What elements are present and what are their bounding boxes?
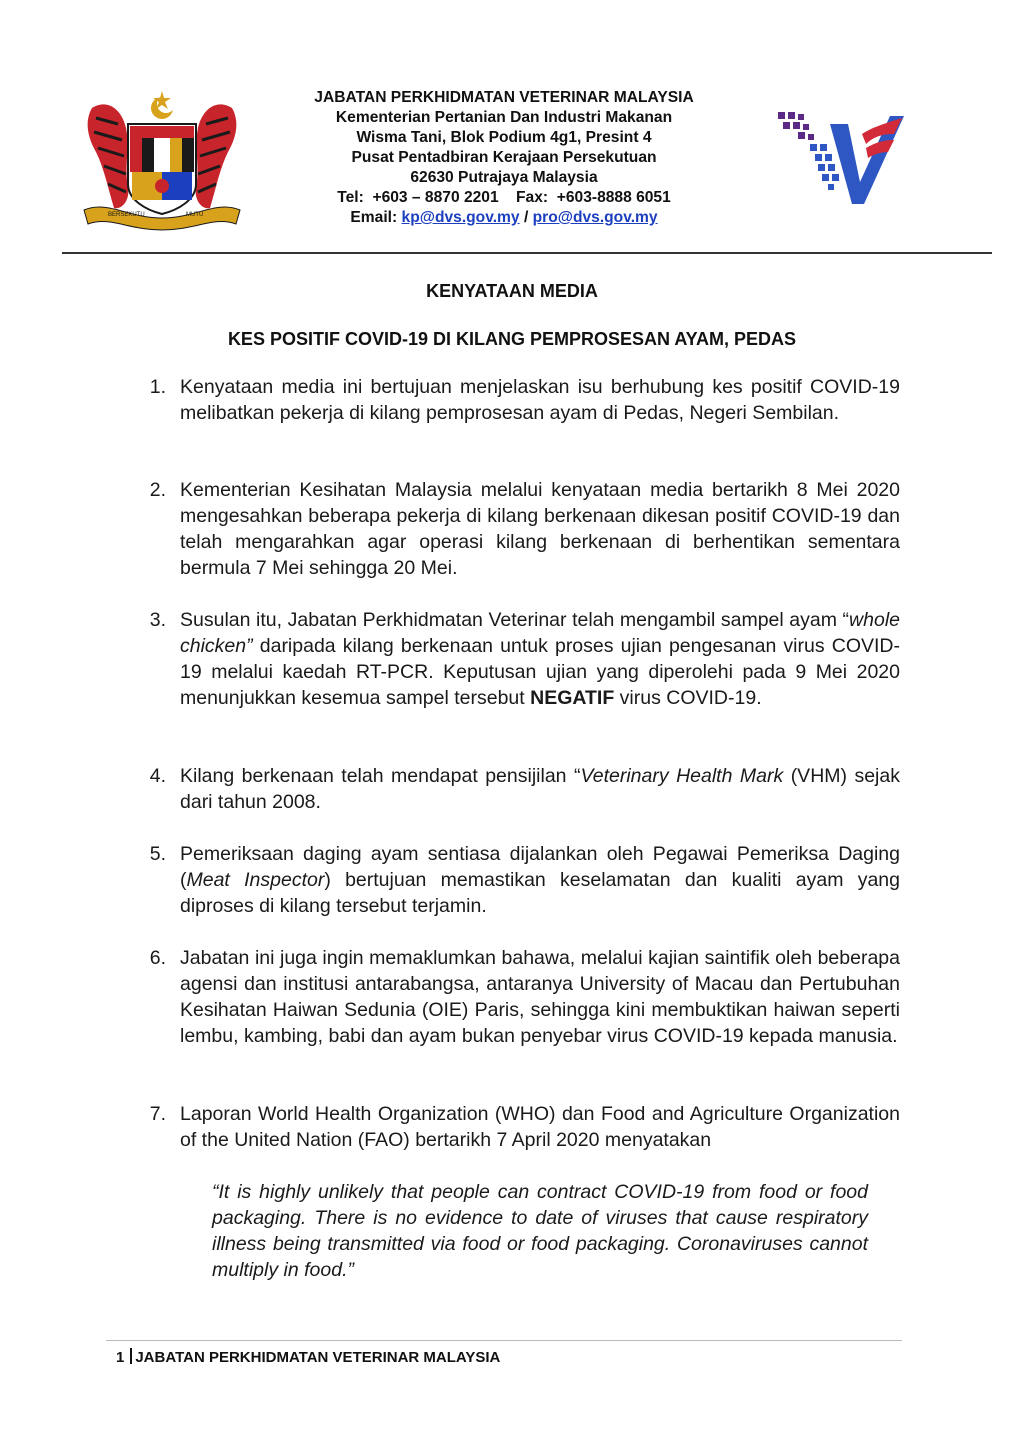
document-subheading: KES POSITIF COVID-19 DI KILANG PEMPROSESAN AYAM, PEDAS — [227, 329, 797, 349]
item-text: Laporan World Health Organization (WHO) dan Food and Agriculture Organization of the United Nation (FAO) bertarikh 7 April 2020 menyatakan — [180, 1103, 900, 1151]
item-text-bold: NEGATIF — [530, 687, 615, 709]
footer-divider — [106, 1340, 902, 1341]
fax-number: +603-8888 6051 — [556, 189, 671, 206]
letterhead-department: JABATAN PERKHIDMATAN VETERINAR MALAYSIA — [314, 89, 694, 106]
email-link-kp[interactable]: kp@dvs.gov.my — [401, 209, 520, 226]
letterhead-ministry: Kementerian Pertanian Dan Industri Makanan — [335, 109, 673, 126]
item-number: 5. — [149, 843, 166, 865]
item-text-part: (VHM) sejak dari tahun 2008. — [180, 765, 900, 813]
letterhead-address-line3: 62630 Putrajaya Malaysia — [410, 169, 598, 186]
letterhead-contact-email — [268, 208, 740, 228]
malaysia-coat-of-arms-logo — [78, 88, 246, 236]
email-separator: / — [523, 209, 529, 226]
item-number: 7. — [149, 1103, 166, 1125]
fax-label: Fax: — [516, 189, 549, 206]
item-text: Kementerian Kesihatan Malaysia melalui kenyataan media bertarikh 8 Mei 2020 mengesahkan beberapa pekerja di kilang berkenaan dikesan positif COVID-19 dan telah mengarahkan agar operasi kilang berkenaan di berhentikan sementara bermula 7 Mei sehingga 20 Mei. — [180, 479, 900, 579]
item-text-italic: whole chicken” — [180, 609, 900, 657]
email-link-pro[interactable]: pro@dvs.gov.my — [532, 209, 658, 226]
footer-department: JABATAN PERKHIDMATAN VETERINAR MALAYSIA — [135, 1349, 501, 1366]
item-text — [180, 607, 900, 711]
svg-text:BERSEKUTU: BERSEKUTU — [108, 212, 145, 218]
item-text — [180, 841, 900, 919]
item-number: 6. — [149, 947, 166, 969]
item-number: 2. — [149, 479, 166, 501]
who-fao-quote: “It is highly unlikely that people can contract COVID-19 from food or food packaging. There is no evidence to date of viruses that cause respiratory illness being transmitted via food or food packaging. Coronaviruses cannot multiply in food.” — [212, 1181, 868, 1281]
svg-text:MUTU: MUTU — [186, 212, 204, 218]
item-text-part: Susulan itu, Jabatan Perkhidmatan Veterinar telah mengambil sampel ayam “ — [180, 609, 850, 631]
item-number: 4. — [149, 765, 166, 787]
page-footer — [116, 1348, 500, 1368]
item-text-part: daripada kilang berkenaan untuk proses ujian pengesanan virus COVID-19 melalui kaedah RT-PCR. Keputusan ujian yang diperolehi pada 9 Mei 2020 menunjukkan kesemua sampel tersebut — [180, 635, 900, 709]
item-text — [180, 763, 900, 815]
tel-label: Tel: — [337, 189, 364, 206]
document-heading: KENYATAAN MEDIA — [426, 281, 598, 301]
item-text-part: ) bertujuan memastikan keselamatan dan kualiti ayam yang diproses di kilang tersebut terjamin. — [180, 869, 900, 917]
letterhead-divider — [62, 252, 992, 254]
item-text-part: Pemeriksaan daging ayam sentiasa dijalankan oleh Pegawai Pemeriksa Daging ( — [180, 843, 900, 891]
item-text-part: Kilang berkenaan telah mendapat pensijilan “ — [180, 765, 581, 787]
letterhead-contact-phone — [268, 188, 740, 208]
footer-separator — [130, 1348, 132, 1364]
letterhead-address-line2: Pusat Pentadbiran Kerajaan Persekutuan — [351, 149, 657, 166]
email-label: Email: — [350, 209, 398, 226]
tel-number: +603 – 8870 2201 — [372, 189, 499, 206]
item-text-italic: Meat Inspector — [186, 869, 325, 891]
item-number: 1. — [149, 376, 166, 398]
item-text-italic: Veterinary Health Mark — [580, 765, 784, 787]
item-text: Jabatan ini juga ingin memaklumkan bahawa, melalui kajian saintifik oleh beberapa agensi dan institusi antarabangsa, antaranya University of Macau dan Pertubuhan Kesihatan Haiwan Sedunia (OIE) Paris, sehingga kini membuktikan haiwan seperti lembu, kambing, babi dan ayam bukan penyebar virus COVID-19 kepada manusia. — [180, 947, 900, 1047]
item-text-part: virus COVID-19. — [614, 687, 762, 709]
page-number: 1 — [116, 1349, 125, 1366]
vhm-logo — [770, 104, 910, 214]
item-text: Kenyataan media ini bertujuan menjelaskan isu berhubung kes positif COVID-19 melibatkan pekerja di kilang pemprosesan ayam di Pedas, Negeri Sembilan. — [180, 376, 900, 424]
letterhead-address-line1: Wisma Tani, Blok Podium 4g1, Presint 4 — [356, 129, 652, 146]
item-number: 3. — [149, 609, 166, 631]
